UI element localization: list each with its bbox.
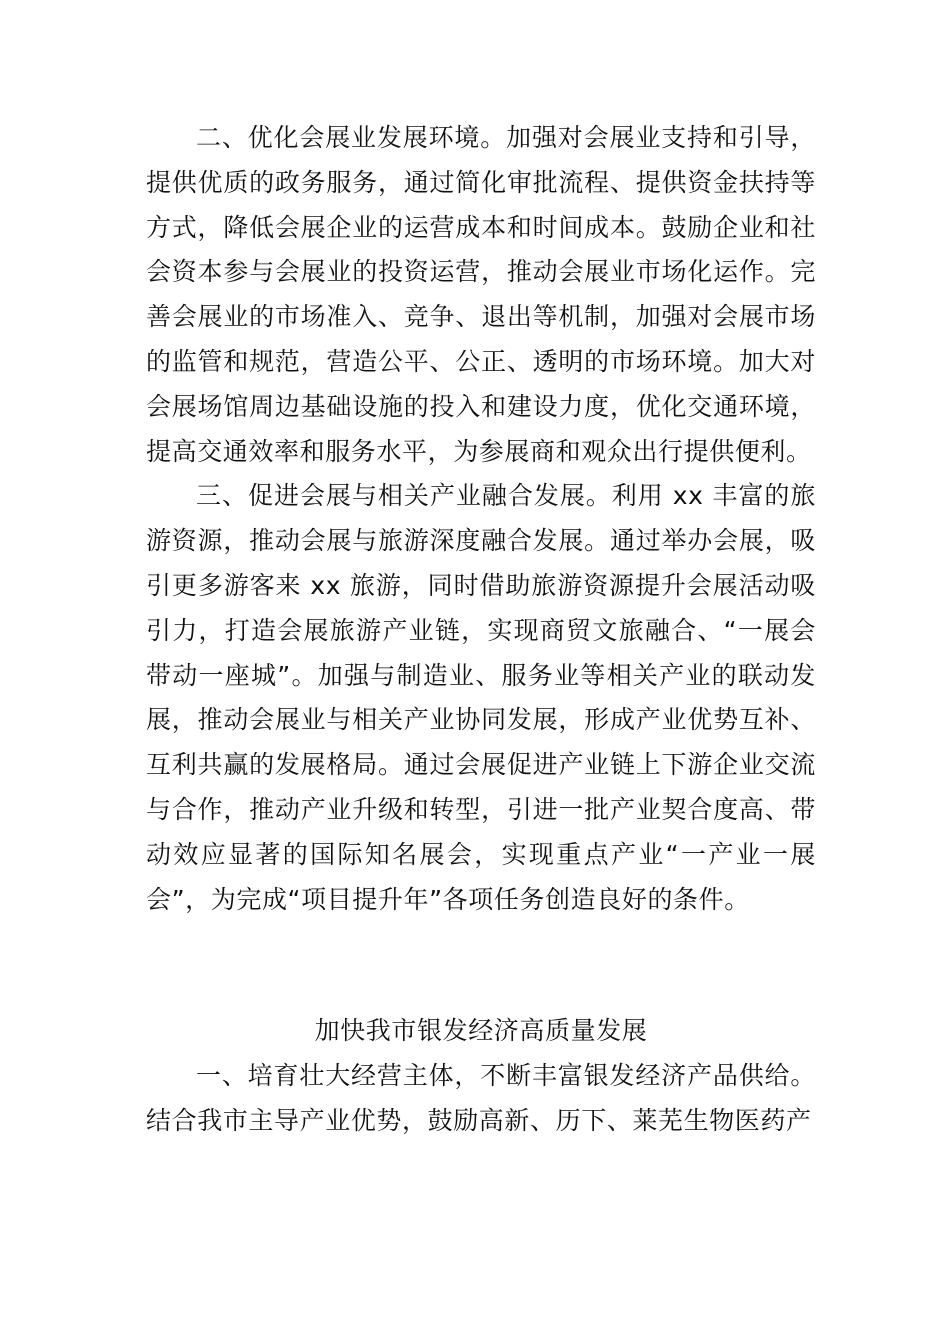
main-text-block xyxy=(146,116,816,922)
paragraph-cultivate-entities: 一、培育壮大经营主体，不断丰富银发经济产品供给。结合我市主导产业优势，鼓励高新、历下、莱芜生物医药产 xyxy=(146,1060,816,1135)
paragraph-industry-integration: 三、促进会展与相关产业融合发展。利用 xx 丰富的旅游资源，推动会展与旅游深度融合发展。通过举办会展，吸引更多游客来 xx 旅游，同时借助旅游资源提升会展活动吸引力，打造会展旅游产业链，实现商贸文旅融合、“一展会带动一座城”。加强与制造业、服务业等相关产业的联动发展，推动会展业与相关产业协同发展，形成产业优势互补、互利共赢的发展格局。通过会展促进产业链上下游企业交流与合作，推动产业升级和转型，引进一批产业契合度高、带动效应显著的国际知名展会，实现重点产业“一产业一展会”，为完成“项目提升年”各项任务创造良好的条件。 xyxy=(146,481,816,914)
paragraph-optimize-environment: 二、优化会展业发展环境。加强对会展业支持和引导，提供优质的政务服务，通过简化审批流程、提供资金扶持等方式，降低会展企业的运营成本和时间成本。鼓励企业和社会资本参与会展业的投资运营，推动会展业市场化运作。完善会展业的市场准入、竞争、退出等机制，加强对会展市场的监管和规范，营造公平、公正、透明的市场环境。加大对会展场馆周边基础设施的投入和建设力度，优化交通环境，提高交通效率和服务水平，为参展商和观众出行提供便利。 xyxy=(146,123,816,466)
section-block xyxy=(146,1009,816,1143)
section-title: 加快我市银发经济高质量发展 xyxy=(314,1016,648,1045)
